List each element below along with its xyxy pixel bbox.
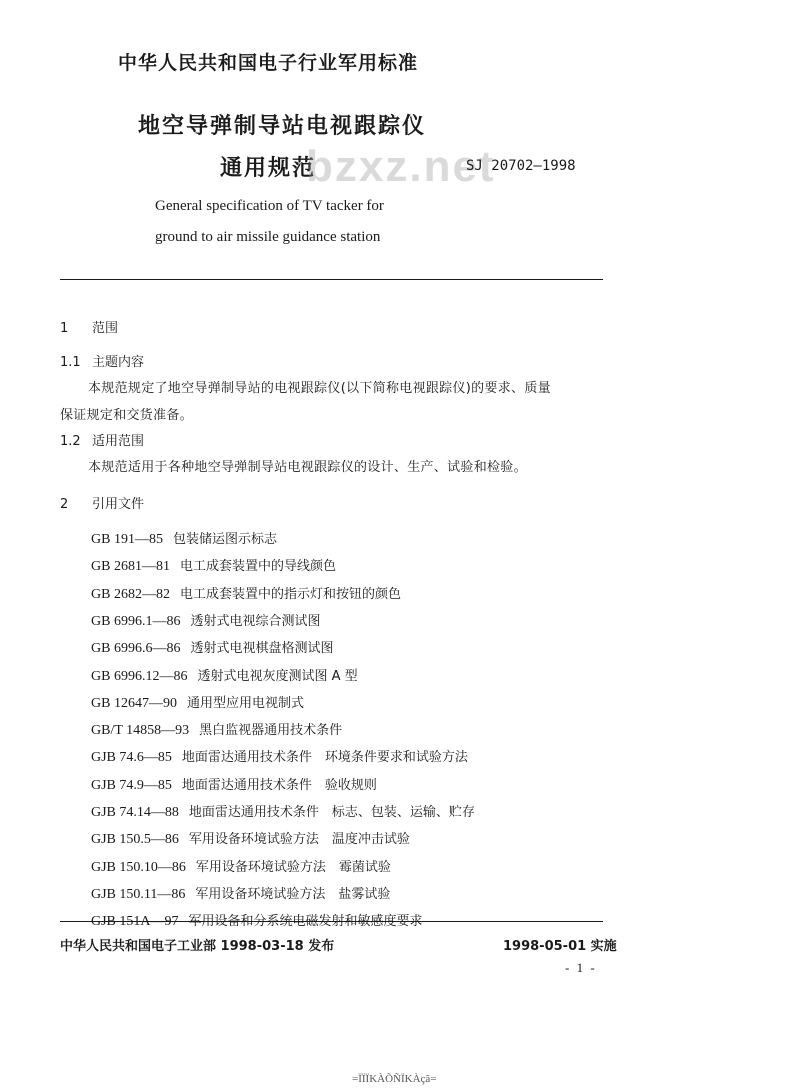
reference-code: GB 191—85 [91,532,163,547]
reference-code: GJB 74.6—85 [91,750,172,766]
reference-code: GJB 74.14—88 [91,805,179,820]
reference-item [91,828,410,848]
reference-title: 军用设备环境试验方法 盐雾试验 [195,886,391,902]
section-number: 1 [60,321,69,336]
reference-code: GB 6996.1—86 [91,613,181,629]
reference-code: GJB 74.9—85 [91,777,172,793]
reference-code: GB 6996.6—86 [91,641,181,657]
reference-item [91,746,468,766]
section-1-2-text: 本规范适用于各种地空导弹制导站电视跟踪仪的设计、生产、试验和检验。 [88,460,527,475]
reference-item [91,692,304,712]
reference-title: 地面雷达通用技术条件 验收规则 [181,777,377,793]
reference-title: 透射式电视综合测试图 [190,613,321,629]
effective-date: 1998-05-01 实施 [503,939,617,954]
reference-title: 军用设备环境试验方法 温度冲击试验 [188,832,410,848]
bottom-garbled-text: =ÏÏÏKÀÕÑÏKÀçã= [352,1073,437,1085]
issue-date: 中华人民共和国电子工业部 1998-03-18 发布 [60,939,335,954]
reference-item [91,583,401,603]
section-title: 范围 [92,321,119,336]
english-title-line2: ground to air missile guidance station [155,229,381,245]
watermark: bzxz.net [306,142,496,191]
section-1-2-heading [60,430,144,449]
section-title: 主题内容 [92,355,145,370]
reference-code: GB 12647—90 [91,695,177,711]
section-1-heading [60,317,118,336]
section-number: 2 [60,497,69,512]
bottom-divider [60,921,603,922]
reference-code: GJB 150.10—86 [91,859,186,875]
reference-item [91,719,342,739]
section-1-1-heading [60,351,144,370]
document-title-line2: 通用规范 [220,156,317,181]
reference-code: GJB 151A—97 [91,914,179,930]
reference-title: 电工成套装置中的导线颜色 [179,559,336,575]
page-number: - 1 - [565,960,597,975]
reference-item [91,856,391,876]
reference-title: 通用型应用电视制式 [186,695,304,711]
reference-title: 地面雷达通用技术条件 标志、包装、运输、贮存 [188,805,475,820]
section-title: 适用范围 [92,434,145,449]
top-divider [60,279,603,280]
reference-item [91,610,320,630]
section-1-1-text-a: 本规范规定了地空导弹制导站的电视跟踪仪(以下简称电视跟踪仪)的要求、质量 [88,381,551,396]
reference-code: GJB 150.5—86 [91,832,179,848]
reference-title: 透射式电视灰度测试图 A 型 [197,668,358,684]
document-title-line1: 地空导弹制导站电视跟踪仪 [138,114,427,139]
reference-code: GB 2681—81 [91,559,170,575]
section-number: 1.1 [60,355,81,370]
reference-code: GB 6996.12—86 [91,668,188,684]
reference-item [91,528,277,548]
reference-item [91,637,333,657]
reference-code: GB/T 14858—93 [91,723,190,739]
english-title-line1: General specification of TV tacker for [155,198,384,214]
section-title: 引用文件 [92,497,145,512]
reference-item [91,774,377,794]
reference-title: 军用设备和分系统电磁发射和敏感度要求 [188,914,423,930]
reference-code: GJB 150.11—86 [91,886,186,902]
reference-title: 包装储运图示标志 [172,532,277,547]
reference-item [91,801,475,821]
document-header: 中华人民共和国电子行业军用标准 [118,52,419,74]
reference-title: 黑白监视器通用技术条件 [199,723,343,739]
section-number: 1.2 [60,434,81,449]
reference-item [91,555,336,575]
reference-item [91,665,358,685]
section-1-1-text-b: 保证规定和交货准备。 [60,408,194,423]
reference-title: 军用设备环境试验方法 霉菌试验 [195,859,391,875]
section-2-heading [60,493,144,512]
standard-number: SJ 20702—1998 [466,158,576,174]
reference-code: GB 2682—82 [91,586,170,602]
reference-title: 电工成套装置中的指示灯和按钮的颜色 [179,586,401,602]
reference-title: 地面雷达通用技术条件 环境条件要求和试验方法 [181,750,468,766]
reference-title: 透射式电视棋盘格测试图 [190,641,334,657]
reference-item [91,883,390,903]
